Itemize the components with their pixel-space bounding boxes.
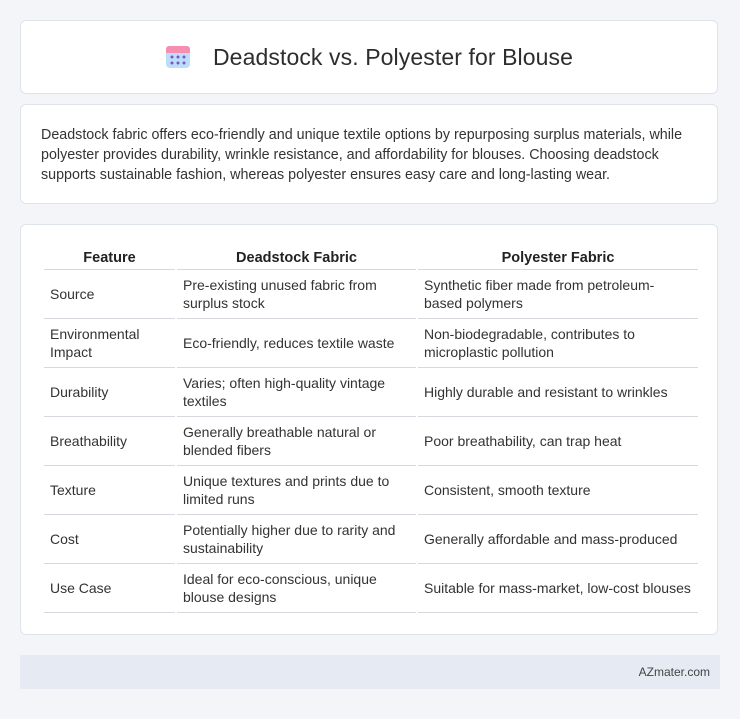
footer-brand[interactable]: AZmater.com [638,665,710,679]
row-polyester: Highly durable and resistant to wrinkles [418,368,698,417]
table-row [44,515,698,564]
table-row [44,564,698,613]
header-polyester: Polyester Fabric [418,247,698,270]
header-feature: Feature [44,247,175,270]
table-row [44,466,698,515]
row-polyester: Suitable for mass-market, low-cost blouses [418,564,698,613]
row-feature: Texture [44,466,175,515]
row-deadstock: Generally breathable natural or blended fibers [177,417,416,466]
intro-text: Deadstock fabric offers eco-friendly and unique textile options by repurposing surplus materials, while polyester provides durability, wrinkle resistance, and affordability for blouses. Choosing deadstock supports sustainable fashion, whereas polyester ensures easy care and long-lasting wear. [41,127,683,183]
row-feature: Use Case [44,564,175,613]
comparison-table [42,247,700,613]
header-deadstock: Deadstock Fabric [177,247,416,270]
row-deadstock: Eco-friendly, reduces textile waste [177,319,416,368]
table-card [20,224,718,635]
table-row [44,270,698,319]
row-deadstock: Pre-existing unused fabric from surplus stock [177,270,416,319]
table-row [44,319,698,368]
intro-card [20,104,718,204]
row-feature: Environmental Impact [44,319,175,368]
row-polyester: Non-biodegradable, contributes to microplastic pollution [418,319,698,368]
row-deadstock: Unique textures and prints due to limited runs [177,466,416,515]
calendar-grid-icon [165,44,191,70]
row-feature: Breathability [44,417,175,466]
row-deadstock: Varies; often high-quality vintage textiles [177,368,416,417]
title-wrap [165,44,573,71]
row-deadstock: Potentially higher due to rarity and sustainability [177,515,416,564]
row-polyester: Consistent, smooth texture [418,466,698,515]
table-header-row [44,247,698,270]
title-card [20,20,718,94]
row-feature: Durability [44,368,175,417]
row-feature: Source [44,270,175,319]
row-feature: Cost [44,515,175,564]
table-row [44,368,698,417]
row-polyester: Synthetic fiber made from petroleum-based polymers [418,270,698,319]
table-row [44,417,698,466]
page-title: Deadstock vs. Polyester for Blouse [212,43,574,70]
row-deadstock: Ideal for eco-conscious, unique blouse designs [177,564,416,613]
footer [20,655,720,689]
row-polyester: Poor breathability, can trap heat [418,417,698,466]
row-polyester: Generally affordable and mass-produced [418,515,698,564]
